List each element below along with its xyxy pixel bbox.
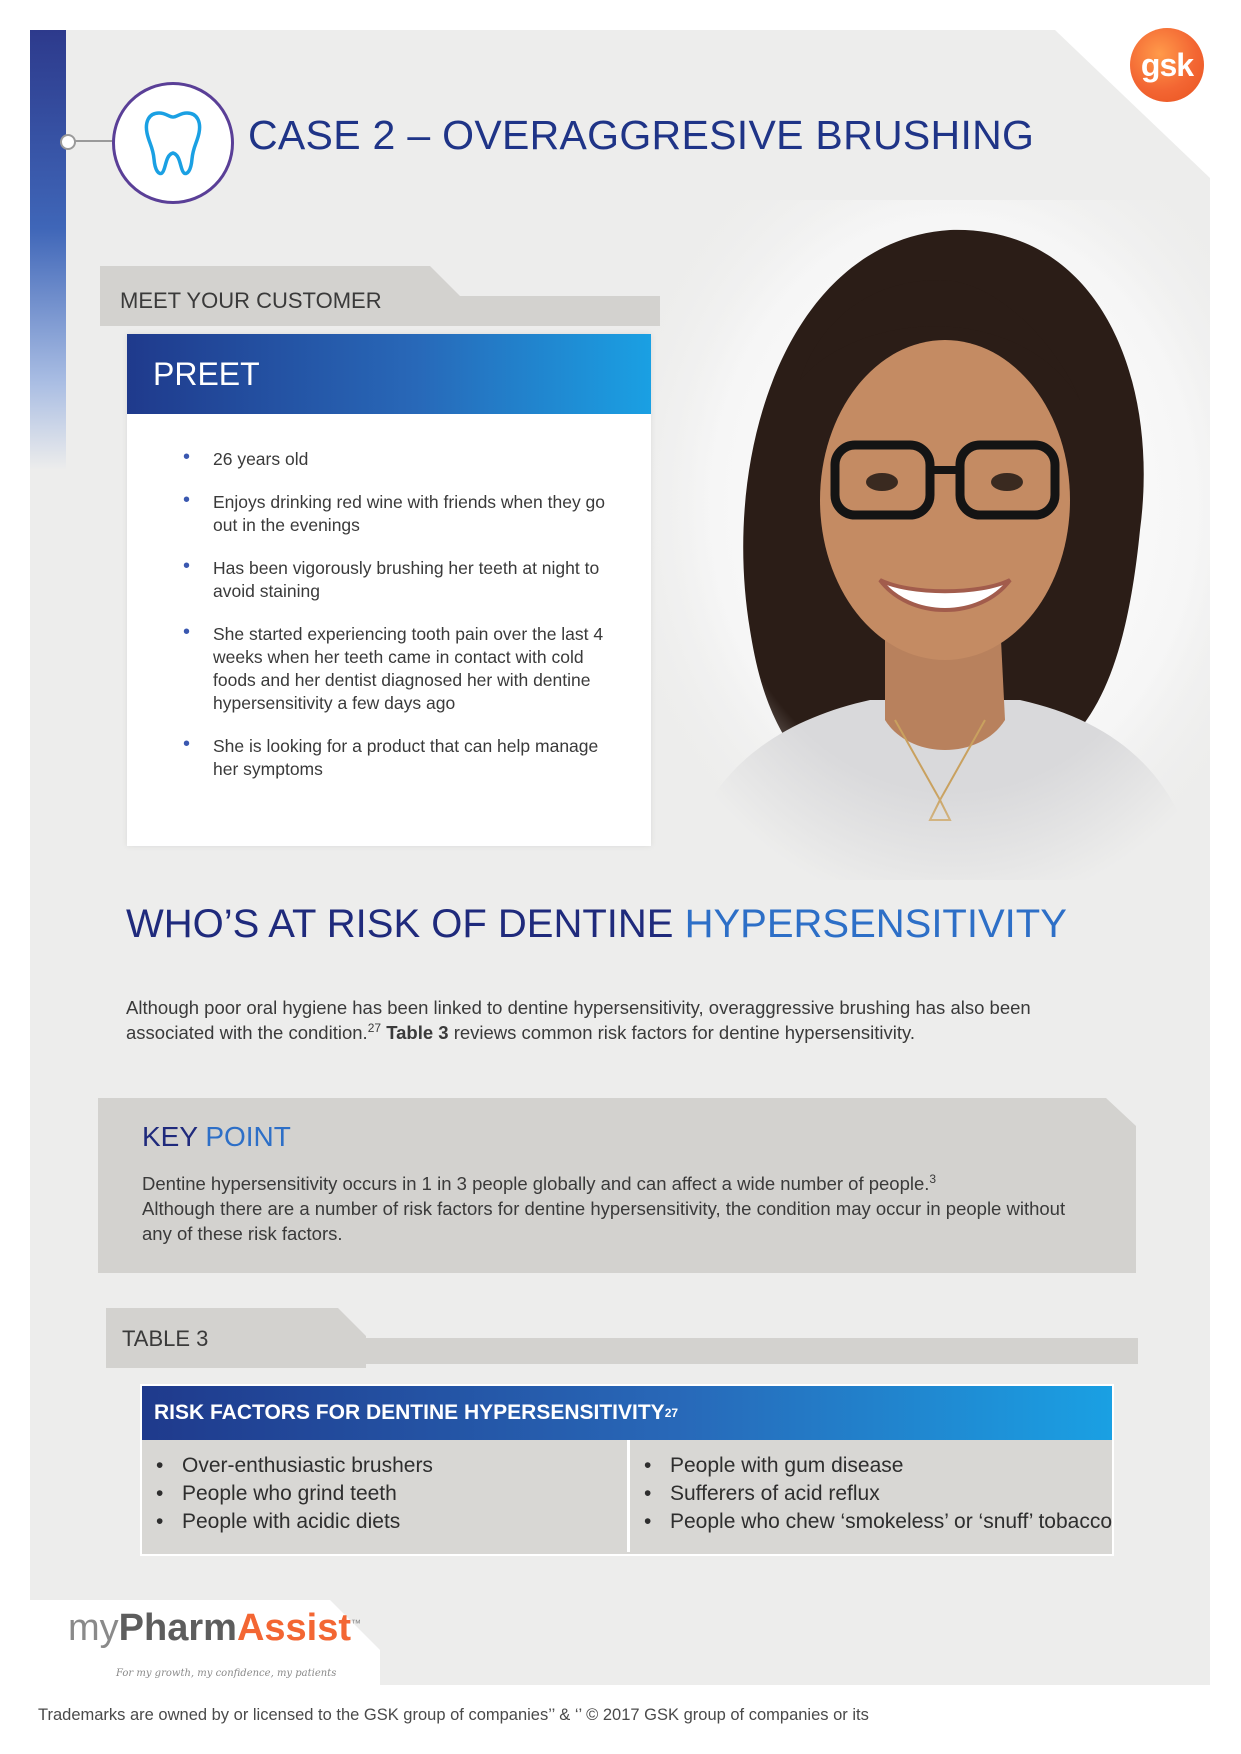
intro-text: Although poor oral hygiene has been linked to dentine hypersensitivity, overaggressive brushing has also been associated with the condition. [126, 997, 1031, 1043]
table3-label: TABLE 3 [122, 1326, 209, 1351]
risk-factor-item: • Over-enthusiastic brushers [154, 1452, 627, 1480]
connector-line [74, 140, 114, 142]
risk-intro-paragraph [126, 995, 1066, 1045]
risk-factors-columns [142, 1440, 1112, 1552]
risk-factor-item: • People with gum disease [642, 1452, 1112, 1480]
brand-my: my [68, 1607, 119, 1649]
key-point-title-part2: POINT [205, 1121, 291, 1152]
brand-tagline: For my growth, my confidence, my patients [116, 1668, 337, 1679]
key-point-line1: Dentine hypersensitivity occurs in 1 in 3 people globally and can affect a wide number of people. [142, 1173, 930, 1194]
key-point-text [142, 1171, 1092, 1246]
brand-trademark: ™ [351, 1618, 361, 1630]
risk-factors-left-column [142, 1440, 627, 1552]
risk-factor-item: • People who chew ‘smokeless’ or ‘snuff’ tobacco [642, 1508, 1112, 1536]
customer-name: PREET [153, 355, 260, 392]
key-point-line2: Although there are a number of risk factors for dentine hypersensitivity, the condition may occur in people without any of these risk factors. [142, 1198, 1066, 1244]
risk-factors-table-header: RISK FACTORS FOR DENTINE HYPERSENSITIVITY 27 [142, 1386, 1112, 1440]
tooth-badge [112, 82, 234, 204]
risk-factor-item: • People with acidic diets [154, 1508, 627, 1536]
customer-profile-card [127, 334, 651, 846]
tooth-icon [142, 107, 204, 179]
table3-band [106, 1338, 1138, 1364]
connector-dot [60, 134, 76, 150]
customer-detail-item: • Enjoys drinking red wine with friends when they go out in the evenings [183, 491, 611, 537]
woman-portrait-image [640, 200, 1210, 880]
risk-factors-table [140, 1384, 1114, 1556]
risk-factor-item: • Sufferers of acid reflux [642, 1480, 1112, 1508]
key-point-title [142, 1121, 291, 1153]
customer-detail-item: • Has been vigorously brushing her teeth at night to avoid staining [183, 557, 611, 603]
risk-factors-right-column [627, 1440, 1112, 1552]
risk-factors-right-list [642, 1452, 1112, 1536]
key-point-reference: 3 [929, 1171, 937, 1186]
brand-assist: Assist [236, 1607, 351, 1649]
customer-details-list [127, 414, 651, 781]
intro-table-ref: Table 3 [386, 1022, 449, 1043]
risk-factors-table-title: RISK FACTORS FOR DENTINE HYPERSENSITIVITY [154, 1401, 665, 1424]
customer-detail-item: • She is looking for a product that can help manage her symptoms [183, 735, 611, 781]
risk-heading [126, 902, 1067, 947]
gsk-logo [1130, 28, 1204, 102]
customer-name-header [127, 334, 651, 414]
customer-photo [640, 200, 1210, 880]
page-title: CASE 2 – OVERAGGRESIVE BRUSHING [248, 112, 1035, 158]
customer-detail-item: • 26 years old [183, 448, 611, 471]
risk-heading-part2: HYPERSENSITIVITY [684, 902, 1067, 946]
customer-detail-item: • She started experiencing tooth pain over the last 4 weeks when her teeth came in contact with cold foods and her dentist diagnosed her with dentine hypersensitivity a few days ago [183, 623, 611, 715]
meet-customer-label: MEET YOUR CUSTOMER [120, 288, 382, 313]
gsk-logo-text: gsk [1140, 46, 1194, 83]
risk-factors-left-list [154, 1452, 627, 1536]
risk-heading-part1: WHO’S AT RISK OF DENTINE [126, 902, 685, 946]
trademark-notice: Trademarks are owned by or licensed to the GSK group of companies’’ & ‘’ © 2017 GSK group of companies or its [38, 1706, 869, 1724]
intro-text-end: reviews common risk factors for dentine hypersensitivity. [448, 1022, 915, 1043]
mypharmassist-logo [68, 1607, 361, 1650]
key-point-title-part1: KEY [142, 1121, 206, 1152]
left-accent-bar [30, 30, 66, 470]
intro-reference: 27 [367, 1020, 382, 1035]
risk-factor-item: • People who grind teeth [154, 1480, 627, 1508]
brand-pharm: Pharm [118, 1607, 237, 1649]
